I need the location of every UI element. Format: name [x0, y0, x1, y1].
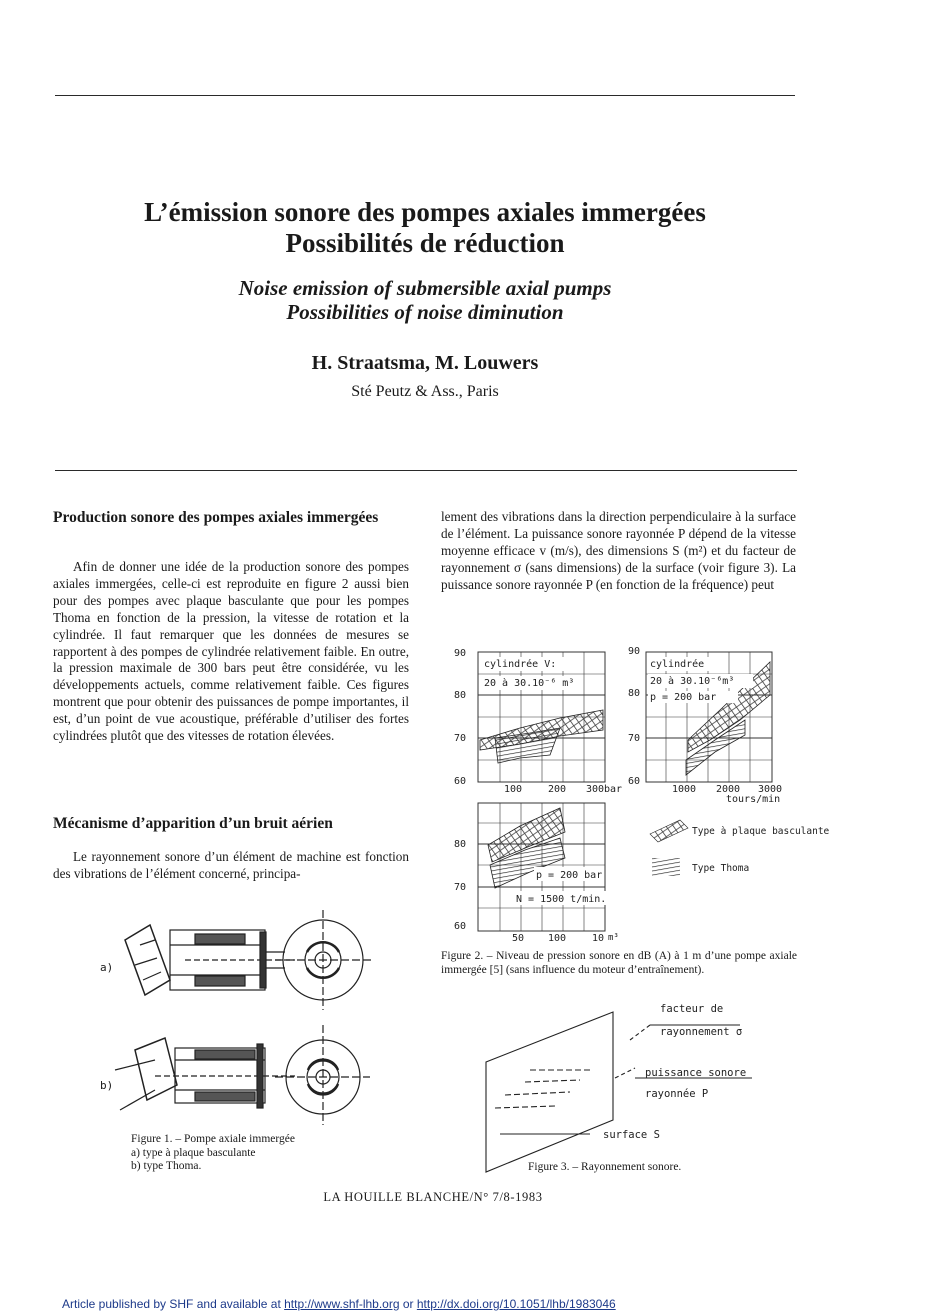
figure2-legend	[650, 820, 830, 876]
chart-pressure-annot-1: cylindrée V:	[484, 659, 557, 670]
title-en-line1: Noise emission of submersible axial pumps	[238, 276, 612, 300]
chart-displacement-ytick-70: 70	[454, 882, 467, 893]
chart-speed-xunit: tours/min	[726, 794, 781, 805]
chart-pressure-xunit: bar	[604, 784, 623, 795]
chart-pressure-xtick-200: 200	[548, 784, 567, 795]
legend-swash-swatch	[650, 820, 688, 842]
figure1-caption-line2: a) type à plaque basculante	[131, 1146, 256, 1159]
figure1-label-a: a)	[100, 961, 114, 974]
chart-pressure-xtick-100: 100	[504, 784, 523, 795]
figure1-drawing	[95, 910, 405, 1135]
footer-prefix: Article published by SHF and available at	[62, 1297, 285, 1311]
section2-text: Le rayonnement sonore d’un élément de machine est fonction des vibrations de l’élément concerné, principa-	[53, 849, 409, 881]
figure2	[440, 640, 830, 945]
chart-displacement-xtick-50: 50	[512, 933, 525, 944]
section2-heading: Mécanisme d’apparition d’un bruit aérien	[53, 815, 333, 832]
chart-pressure-ytick-80: 80	[454, 690, 467, 701]
chart-pressure-xtick-300: 300	[586, 784, 605, 795]
figure1-label-b: b)	[100, 1079, 114, 1092]
chart-speed-xtick-3000: 3000	[758, 784, 783, 795]
top-rule	[55, 95, 795, 96]
authors: H. Straatsma, M. Louwers	[311, 352, 539, 374]
figure3-label-surface: surface S	[603, 1129, 660, 1141]
legend-thoma-swatch	[652, 858, 680, 876]
legend-swash-label: Type à plaque basculante	[692, 826, 830, 837]
title-en-line2: Possibilities of noise diminution	[286, 300, 564, 324]
figure2-caption: Figure 2. – Niveau de pression sonore en dB (A) à 1 m d’une pompe axiale immergée [5] (sans influence du moteur d’entraînement).	[441, 950, 797, 976]
chart-speed-annot-2: 20 à 30.10⁻⁶m³	[650, 676, 735, 687]
affiliation: Sté Peutz & Ass., Paris	[351, 383, 499, 400]
chart-pressure-annot-2: 20 à 30.10⁻⁶ m³	[484, 678, 575, 689]
chart-speed-annot-1: cylindrée	[650, 659, 705, 670]
legend-thoma-label: Type Thoma	[692, 863, 750, 874]
figure3	[490, 1000, 790, 1180]
chart-speed-ytick-80: 80	[628, 688, 641, 699]
figure3-label-puissance2: rayonnée P	[645, 1088, 709, 1100]
radiating-surface	[486, 1012, 613, 1172]
figure1	[95, 910, 405, 1135]
chart-speed-ytick-60: 60	[628, 776, 641, 787]
chart-speed-ytick-70: 70	[628, 733, 641, 744]
header-bottom-rule	[55, 470, 797, 471]
chart-speed	[628, 646, 782, 805]
title-fr-line1: L’émission sonore des pompes axiales immergées	[144, 197, 706, 227]
journal-reference: LA HOUILLE BLANCHE/N° 7/8-1983	[323, 1190, 543, 1204]
chart-speed-annot-3: p = 200 bar	[650, 692, 717, 703]
chart-speed-ytick-90: 90	[628, 646, 641, 657]
chart-displacement-annot-1: p = 200 bar	[536, 870, 603, 881]
figure3-label-facteur2: rayonnement σ	[660, 1026, 743, 1038]
section1-heading: Production sonore des pompes axiales immergées	[53, 509, 379, 526]
title-fr-line2: Possibilités de réduction	[285, 228, 565, 258]
chart-pressure-ytick-90: 90	[454, 648, 467, 659]
chart-displacement-annot-2: N = 1500 t/min.	[516, 894, 607, 905]
pump-swash-drawing	[125, 910, 371, 1010]
chart-displacement-ytick-60: 60	[454, 921, 467, 932]
chart-displacement	[454, 803, 619, 944]
chart-pressure	[454, 648, 622, 795]
chart-speed-xtick-1000: 1000	[672, 784, 697, 795]
pump-thoma-drawing	[115, 1025, 370, 1125]
chart-displacement-xtick-10: 10	[592, 933, 605, 944]
footer-middle: or	[399, 1297, 417, 1311]
chart-speed-axes	[646, 652, 772, 782]
right-column-text: lement des vibrations dans la direction perpendiculaire à la surface de l’élément. La puissance sonore rayonnée P dépend de la vitesse moyenne efficace v (m/s), des dimensions S (m²) et du facteur de rayonnement σ (sans dimensions) de la surface (voir figure 3). La puissance sonore rayonnée P (en fonction de la fréquence) peut	[441, 509, 796, 592]
footer	[62, 1297, 616, 1311]
section1-text: Afin de donner une idée de la production sonore des pompes axiales immergées, celle-ci est reproduite en figure 2 aussi bien pour des pompes avec plaque basculante que pour les pompes Thoma en fonction de la pression, la vitesse de rotation et la cylindrée. Il faut remarquer que les données de mesures se rapportent à des pompes de cylindrée relativement faible. En outre, la pression maximale de 300 bars peut être considérée, vu les développements actuels, comme relativement faible. Ces figures montrent que pour obtenir des puissances de pompe importantes, il est, d’un point de vue acoustique, préférable d’utiliser des fortes cylindrées plutôt que des vitesses de rotation élevées.	[53, 559, 409, 744]
chart-speed-xtick-2000: 2000	[716, 784, 741, 795]
figure3-label-facteur1: facteur de	[660, 1003, 724, 1015]
figure1-caption-line1: Figure 1. – Pompe axiale immergée	[131, 1133, 295, 1145]
figure3-caption: Figure 3. – Rayonnement sonore.	[528, 1161, 682, 1173]
chart-displacement-xunit: m³	[608, 933, 619, 943]
chart-pressure-ytick-70: 70	[454, 733, 467, 744]
chart-displacement-xtick-100: 100	[548, 933, 567, 944]
chart-displacement-ytick-80: 80	[454, 839, 467, 850]
figure1-caption-line3: b) type Thoma.	[131, 1160, 202, 1172]
figure3-label-puissance1: puissance sonore	[645, 1067, 747, 1079]
figure1-caption	[131, 1133, 391, 1174]
footer-link-doi[interactable]: http://dx.doi.org/10.1051/lhb/1983046	[416, 1297, 616, 1311]
chart-pressure-ytick-60: 60	[454, 776, 467, 787]
footer-link-shf[interactable]: http://www.shf-lhb.org	[284, 1297, 400, 1311]
